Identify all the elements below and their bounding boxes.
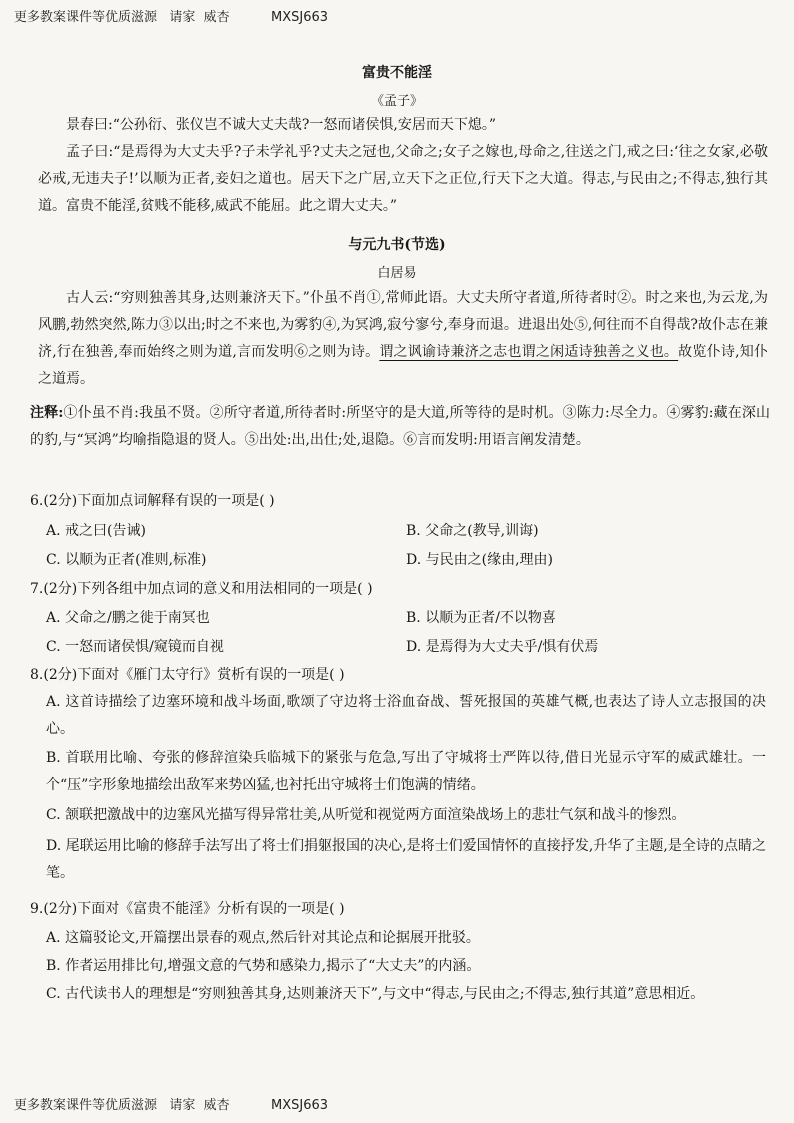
question-7-option-c: C. 一怒而诸侯惧/窥镜而自视 [46, 639, 224, 655]
passage1-para-1: 景春曰:“公孙衍、张仪岂不诚大丈夫哉?一怒而诸侯惧,安居而天下熄。” [66, 117, 496, 133]
question-7-option-d: D. 是焉得为大丈夫乎/惧有伏焉 [406, 639, 599, 655]
page-footer [14, 1094, 328, 1113]
passage1-para-2: 孟子曰:“是焉得为大丈夫乎?子未学礼乎?丈夫之冠也,父命之;女子之嫁也,母命之,往送之门,戒之曰:‘往之女家,必敬必戒,无违夫子!’以顺为正者,妾妇之道也。居天下之广居,立天下之正位,行天下之大道。得志,与民由之;不得志,独行其道。富贵不能淫,贫贱不能移,威武不能屈。此之谓大丈夫。” [38, 144, 768, 214]
footer-left: 更多教案课件等优质滋源 [14, 1098, 158, 1113]
question-6-option-d: D. 与民由之(缘由,理由) [406, 552, 553, 568]
question-6-option-b: B. 父命之(教导,训诲) [406, 523, 539, 539]
passage2-author: 白居易 [377, 266, 417, 281]
annotations-label: 注释: [30, 405, 64, 421]
question-7-option-b: B. 以顺为正者/不以物喜 [406, 610, 556, 626]
annotations [30, 400, 770, 454]
question-8-option-c: C. 颔联把激战中的边塞风光描写得异常壮美,从听觉和视觉两方面渲染战场上的悲壮气氛和战斗的惨烈。 [46, 807, 686, 823]
question-8-option-d: D. 尾联运用比喻的修辞手法写出了将士们捐躯报国的决心,是将士们爱国情怀的直接抒发,升华了主题,是全诗的点睛之笔。 [46, 838, 766, 881]
page-header [14, 6, 328, 25]
question-7-option-a: A. 父命之/鹏之徙于南冥也 [46, 610, 210, 626]
question-9-stem: 9.(2分)下面对《富贵不能淫》分析有误的一项是( ) [30, 901, 345, 917]
passage1-title: 富贵不能淫 [362, 65, 432, 81]
question-8-option-a: A. 这首诗描绘了边塞环境和战斗场面,歌颂了守边将士浴血奋战、誓死报国的英雄气概,也表达了诗人立志报国的决心。 [46, 694, 766, 737]
question-8-option-b: B. 首联用比喻、夸张的修辞渲染兵临城下的紧张与危急,写出了守城将士严阵以待,借日光显示守军的威武雄壮。一个“压”字形象地描绘出敌军来势凶猛,也衬托出守城将士们饱满的情绪。 [46, 750, 766, 793]
header-code: MXSJ663 [271, 10, 329, 25]
header-left: 更多教案课件等优质滋源 [14, 10, 158, 25]
question-9-option-a: A. 这篇驳论文,开篇摆出景春的观点,然后针对其论点和论据展开批驳。 [46, 930, 480, 946]
passage2-title: 与元九书(节选) [348, 237, 446, 253]
question-9-option-b: B. 作者运用排比句,增强文意的气势和感染力,揭示了“大丈夫”的内涵。 [46, 958, 481, 974]
underlined-sentence: 谓之讽谕诗兼济之志也谓之闲适诗独善之义也。 [379, 344, 679, 360]
question-7-stem: 7.(2分)下列各组中加点词的意义和用法相同的一项是( ) [30, 581, 373, 597]
passage2-para-1 [38, 285, 768, 393]
footer-mid: 请家 威杏 [169, 1098, 230, 1113]
annotations-text: ①仆虽不肖:我虽不贤。②所守者道,所待者时:所坚守的是大道,所等待的是时机。③陈力:尽全力。④雾豹:藏在深山的豹,与“冥鸿”均喻指隐退的贤人。⑤出处:出,出仕;处,退隐。⑥言而发明:用语言阐发清楚。 [30, 405, 770, 448]
passage1-author: 《孟子》 [370, 94, 423, 109]
footer-code: MXSJ663 [271, 1098, 329, 1113]
question-8-stem: 8.(2分)下面对《雁门太守行》赏析有误的一项是( ) [30, 667, 345, 683]
passage2-text-end: 故览仆诗,知仆之道焉。 [38, 344, 768, 387]
question-9-option-c: C. 古代读书人的理想是“穷则独善其身,达则兼济天下”,与文中“得志,与民由之;不得志,独行其道”意思相近。 [46, 986, 705, 1002]
question-6-option-a: A. 戒之曰(告诫) [46, 523, 146, 539]
header-mid: 请家 威杏 [169, 10, 230, 25]
question-6-option-c: C. 以顺为正者(准则,标准) [46, 552, 207, 568]
passage2-text: 古人云:“穷则独善其身,达则兼济天下。”仆虽不肖①,常师此语。大丈夫所守者道,所待者时②。时之来也,为云龙,为风鹏,勃然突然,陈力③以出;时之不来也,为雾豹④,为冥鸿,寂兮寥兮,奉身而退。进退出处⑤,何往而不自得哉?故仆志在兼济,行在独善,奉而始终之则为道,言而发明⑥之则为诗。 [38, 290, 768, 360]
question-6-stem: 6.(2分)下面加点词解释有误的一项是( ) [30, 493, 275, 509]
